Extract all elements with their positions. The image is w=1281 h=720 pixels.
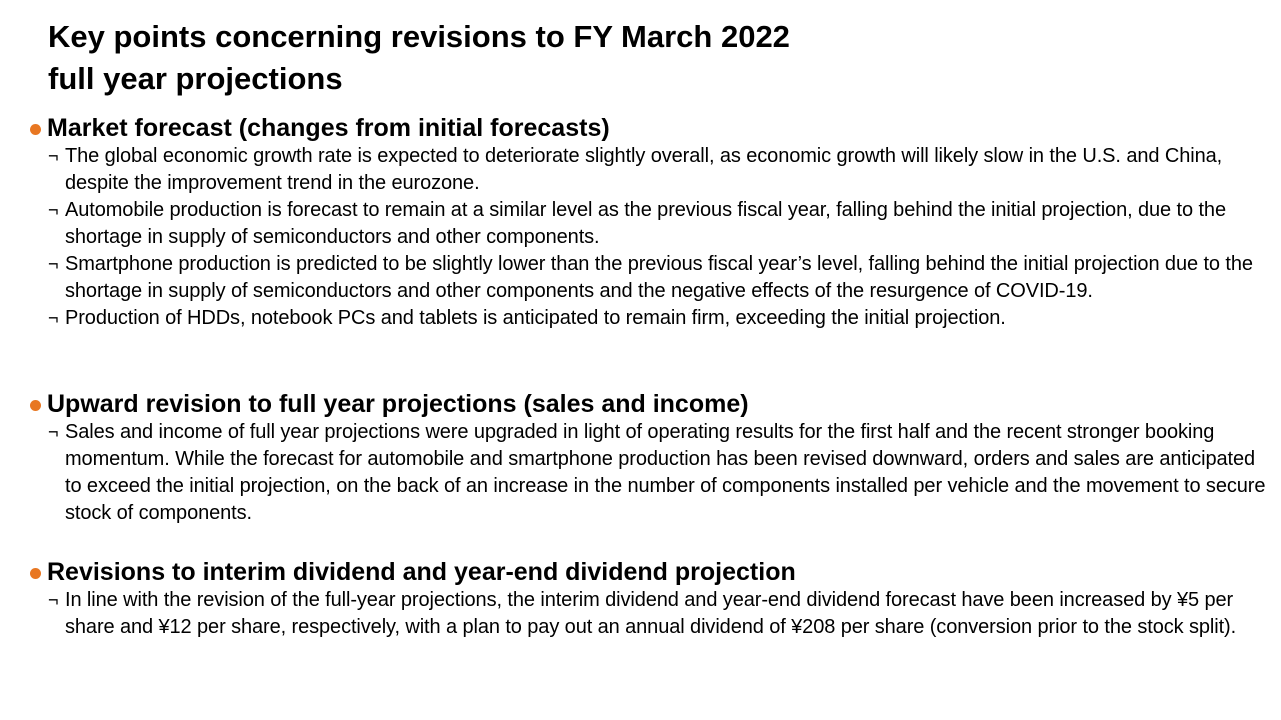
bullet-list <box>30 143 1275 332</box>
section-heading <box>30 389 1275 419</box>
bullet-marker-icon: ¬ <box>48 254 59 274</box>
page-title-line-2: full year projections <box>48 61 343 96</box>
list-item <box>30 143 1275 197</box>
orange-dot-bullet-icon <box>30 400 41 411</box>
section-upward-revision <box>30 389 1275 527</box>
section-heading-text: Market forecast (changes from initial forecasts) <box>47 114 610 142</box>
list-item <box>30 305 1275 332</box>
bullet-marker-icon: ¬ <box>48 590 59 610</box>
bullet-marker-icon: ¬ <box>48 422 59 442</box>
list-item <box>30 197 1275 251</box>
section-heading-text: Upward revision to full year projections (sales and income) <box>47 390 749 418</box>
section-heading <box>30 557 1275 587</box>
list-item-text: Smartphone production is predicted to be slightly lower than the previous fiscal year’s level, falling behind the initial projection due to the shortage in supply of semiconductors and other components and the negative effects of the resurgence of COVID-19. <box>65 253 1253 302</box>
section-dividend-revision <box>30 557 1275 641</box>
bullet-list <box>30 587 1275 641</box>
section-market-forecast <box>30 113 1275 332</box>
list-item-text: Production of HDDs, notebook PCs and tablets is anticipated to remain firm, exceeding the initial projection. <box>65 307 1006 329</box>
list-item-text: In line with the revision of the full-year projections, the interim dividend and year-end dividend forecast have been increased by ¥5 per share and ¥12 per share, respectively, with a plan to pay out an annual dividend of ¥208 per share (conversion prior to the stock split). <box>65 589 1237 638</box>
bullet-marker-icon: ¬ <box>48 308 59 328</box>
list-item-text: Automobile production is forecast to remain at a similar level as the previous fiscal year, falling behind the initial projection, due to the shortage in supply of semiconductors and other components. <box>65 199 1226 248</box>
section-heading-text: Revisions to interim dividend and year-end dividend projection <box>47 558 796 586</box>
orange-dot-bullet-icon <box>30 568 41 579</box>
list-item <box>30 251 1275 305</box>
bullet-marker-icon: ¬ <box>48 200 59 220</box>
bullet-list <box>30 419 1275 527</box>
section-heading <box>30 113 1275 143</box>
bullet-marker-icon: ¬ <box>48 146 59 166</box>
page-title <box>48 16 1148 100</box>
list-item-text: Sales and income of full year projections were upgraded in light of operating results for the first half and the recent stronger booking momentum. While the forecast for automobile and smartphone production has been revised downward, orders and sales are anticipated to exceed the initial projection, on the back of an increase in the number of components installed per vehicle and the movement to secure stock of components. <box>65 421 1266 524</box>
list-item-text: The global economic growth rate is expected to deteriorate slightly overall, as economic growth will likely slow in the U.S. and China, despite the improvement trend in the eurozone. <box>65 145 1223 194</box>
list-item <box>30 587 1275 641</box>
orange-dot-bullet-icon <box>30 124 41 135</box>
list-item <box>30 419 1275 527</box>
page-title-line-1: Key points concerning revisions to FY March 2022 <box>48 19 790 54</box>
